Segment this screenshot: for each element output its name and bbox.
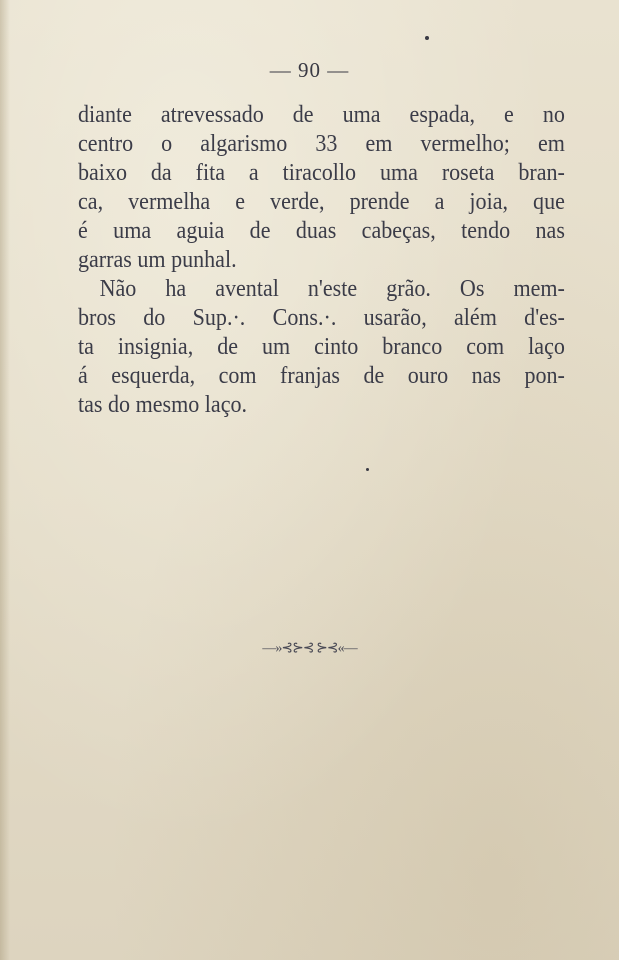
paragraph-1 [78, 100, 565, 274]
text-line: á esquerda, com franjas de ouro nas pon- [78, 362, 565, 389]
text-line: centro o algarismo 33 em vermelho; em [78, 130, 565, 157]
text-line: baixo da fita a tiracollo uma roseta bran- [78, 159, 565, 186]
text-line: é uma aguia de duas cabeças, tendo nas [78, 217, 565, 244]
text-line: ta insignia, de um cinto branco com laço [78, 333, 565, 360]
page-edge-shadow [0, 0, 10, 960]
text-line: bros do Sup.·. Cons.·. usarão, além d'es- [78, 304, 565, 331]
text-line: diante atrevessado de uma espada, e no [78, 101, 565, 128]
body-text [78, 100, 565, 419]
ink-speck [366, 468, 369, 471]
text-line: Não ha avental n'este grão. Os mem- [99, 275, 565, 302]
ornament-glyphs: —»⊰⊱⊰ ⊱⊰«— [262, 641, 357, 656]
text-line: ca, vermelha e verde, prende a joia, que [78, 188, 565, 215]
ink-speck [425, 36, 429, 40]
text-line: garras um punhal. [78, 246, 237, 273]
page-number: — 90 — [269, 58, 350, 82]
text-line: tas do mesmo laço. [78, 391, 248, 418]
ornament-divider [0, 640, 619, 657]
paragraph-2 [78, 274, 565, 419]
